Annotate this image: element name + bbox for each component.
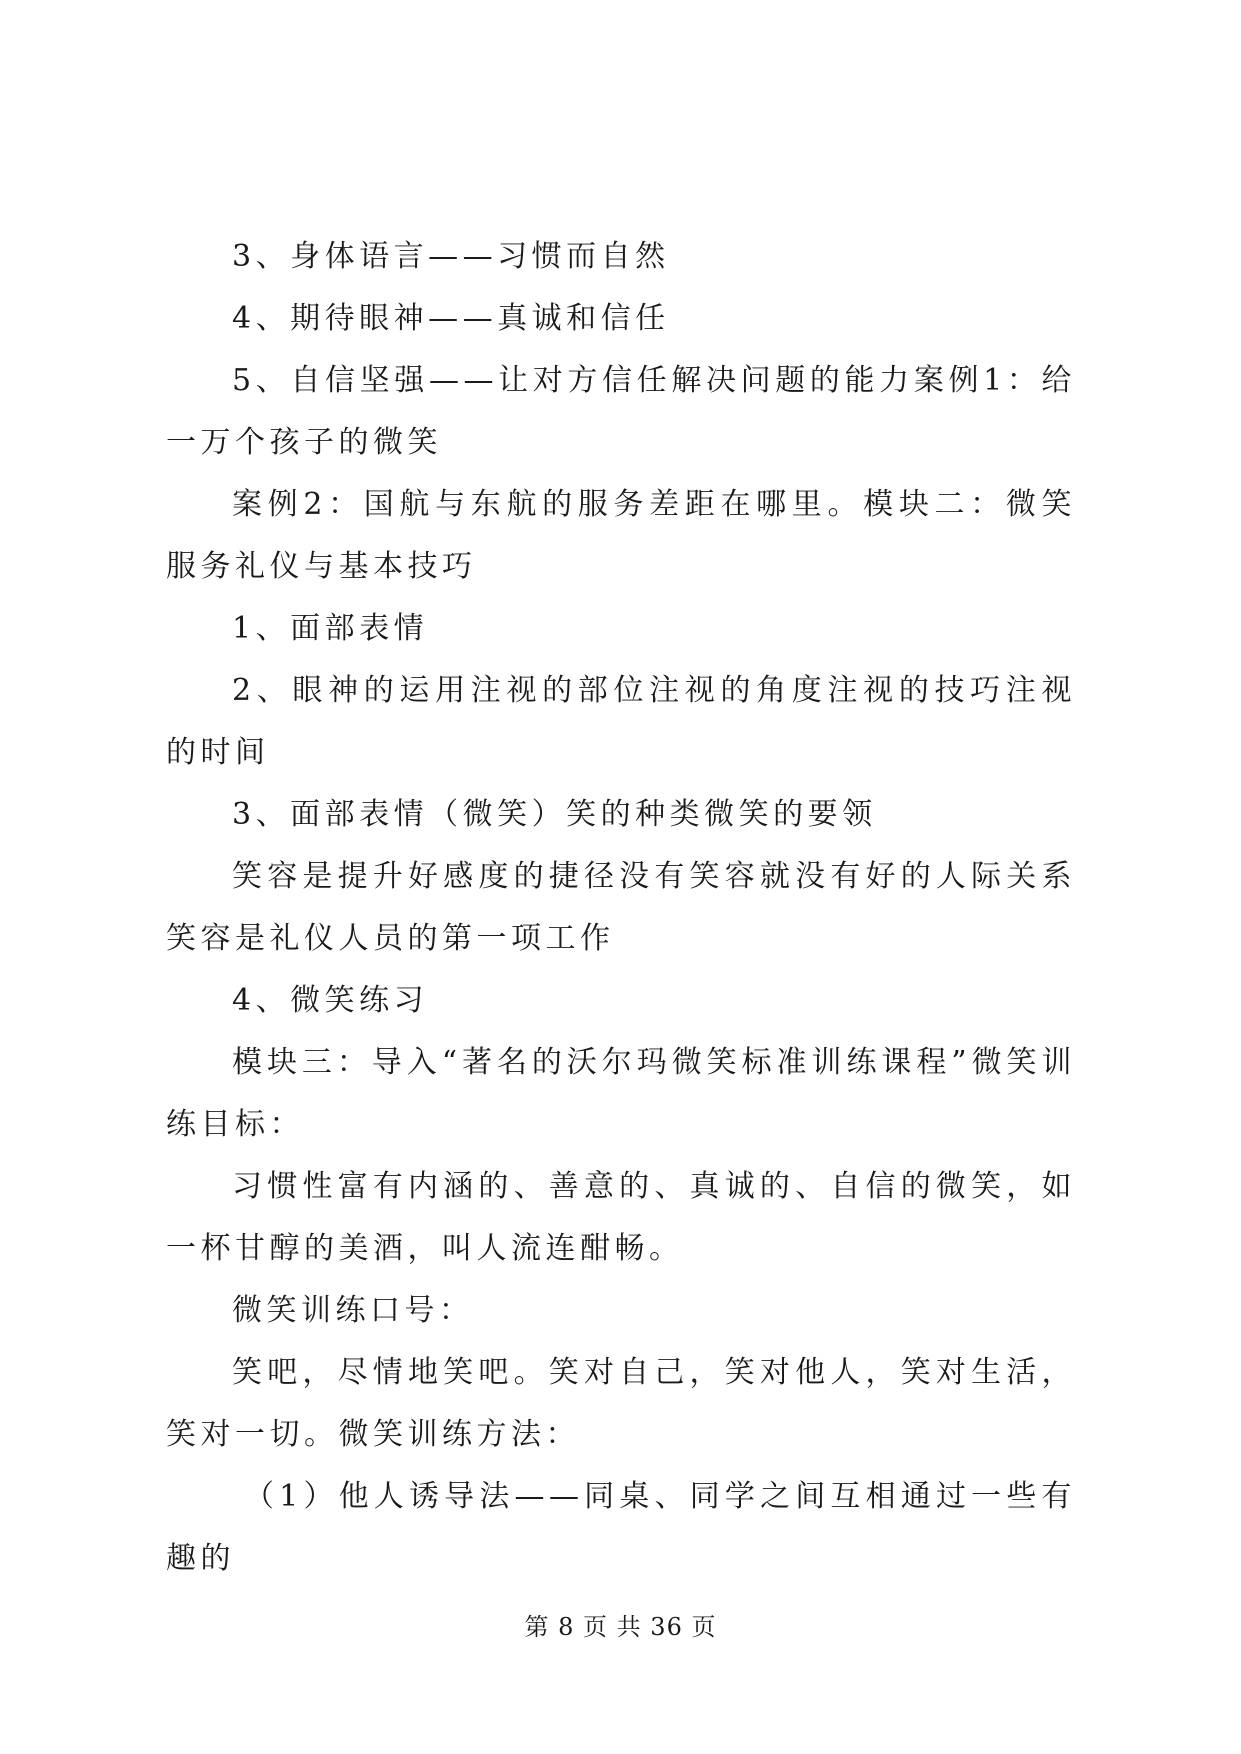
- paragraph: 模块三：导入“著名的沃尔玛微笑标准训练课程”微笑训练目标：: [166, 1045, 1076, 1142]
- paragraph: 笑吧，尽情地笑吧。笑对自己，笑对他人，笑对生活，笑对一切。微笑训练方法：: [166, 1355, 1076, 1452]
- paragraph: 2、眼神的运用注视的部位注视的角度注视的技巧注视的时间: [166, 673, 1076, 770]
- paragraph: 3、面部表情（微笑）笑的种类微笑的要领: [232, 797, 877, 832]
- paragraph: 笑容是提升好感度的捷径没有笑容就没有好的人际关系笑容是礼仪人员的第一项工作: [166, 859, 1076, 956]
- page-number-footer: 第 8 页 共 36 页: [524, 1613, 717, 1641]
- document-body: [166, 226, 1076, 1590]
- paragraph: 5、自信坚强——让对方信任解决问题的能力案例1：给一万个孩子的微笑: [166, 363, 1076, 460]
- paragraph: （1）他人诱导法——同桌、同学之间互相通过一些有趣的: [166, 1479, 1076, 1576]
- paragraph: 习惯性富有内涵的、善意的、真诚的、自信的微笑，如一杯甘醇的美酒，叫人流连酣畅。: [166, 1169, 1076, 1266]
- paragraph: 案例2：国航与东航的服务差距在哪里。模块二：微笑服务礼仪与基本技巧: [166, 487, 1076, 584]
- paragraph: 微笑训练口号：: [232, 1293, 474, 1328]
- paragraph: 3、身体语言——习惯而自然: [232, 239, 670, 274]
- paragraph: 1、面部表情: [232, 611, 429, 646]
- paragraph: 4、微笑练习: [232, 983, 429, 1018]
- paragraph: 4、期待眼神——真诚和信任: [232, 301, 670, 336]
